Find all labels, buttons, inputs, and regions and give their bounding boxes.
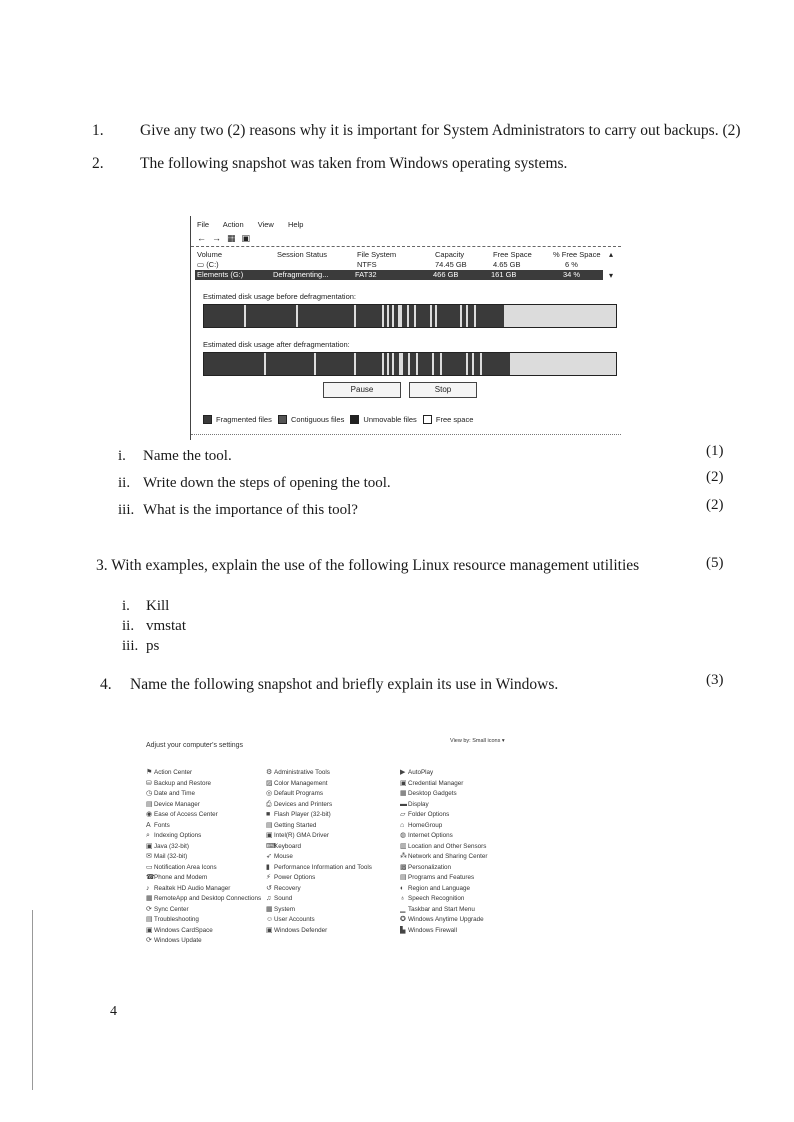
cp-item[interactable]: ⚡ Power Options: [266, 873, 401, 884]
cp-item[interactable]: ▭Notification Area Icons: [146, 863, 281, 874]
folder-icon: ▱: [400, 811, 406, 818]
cp-item[interactable]: ▤Programs and Features: [400, 873, 535, 884]
cp-item[interactable]: ⚑ Action Center: [146, 768, 281, 779]
homegroup-icon: ⌂: [400, 821, 405, 829]
cp-item[interactable]: ⛁ Backup and Restore: [146, 779, 281, 790]
cp-item[interactable]: ▙ Windows Firewall: [400, 926, 535, 937]
q3-item3-text: ps: [146, 638, 160, 654]
q4-text: Name the following snapshot and briefly explain its use in Windows.: [130, 676, 559, 693]
troubleshoot-icon: ▤: [146, 916, 153, 923]
microphone-icon: ♁: [400, 895, 406, 902]
menu-action[interactable]: Action: [222, 220, 244, 229]
q2-sub3-number: iii.: [118, 502, 135, 518]
drive-c-volume: ▭ (C:): [197, 260, 219, 269]
legend-unmovable: Unmovable files: [363, 414, 417, 424]
cp-item[interactable]: ◎ Default Programs: [266, 789, 401, 800]
power-icon: ⚡: [266, 874, 271, 881]
cp-item[interactable]: ◷ Date and Time: [146, 789, 281, 800]
contiguous-swatch: [278, 415, 287, 424]
cp-item[interactable]: ⚙ Administrative Tools: [266, 768, 401, 779]
q2-sub2-text: Write down the steps of opening the tool.: [143, 475, 391, 491]
cp-item[interactable]: ✪ Windows Anytime Upgrade: [400, 915, 535, 926]
stop-button[interactable]: Stop: [409, 382, 477, 398]
network-icon: ⁂: [400, 853, 407, 860]
flag-icon: ⚑: [146, 769, 153, 776]
cp-item[interactable]: ▨Color Management: [266, 779, 401, 790]
q2-number: 2.: [92, 155, 104, 172]
drive-c-free: 4.65 GB: [493, 260, 521, 269]
q3-item1-text: Kill: [146, 598, 170, 614]
margin-line: [32, 910, 33, 1090]
java-icon: ▣: [146, 842, 153, 850]
remote-icon: ▦: [146, 895, 153, 902]
cp-item[interactable]: ▦System: [266, 905, 401, 916]
legend-free-space: Free space: [435, 414, 474, 424]
cp-item[interactable]: ▣Credential Manager: [400, 779, 535, 790]
col-session-status[interactable]: Session Status: [277, 250, 328, 259]
q2-sub3-text: What is the importance of this tool?: [143, 502, 358, 518]
toolbar-divider: [191, 246, 621, 247]
cp-item[interactable]: ◉ Ease of Access Center: [146, 810, 281, 821]
drive-g-status: Defragmenting...: [273, 270, 329, 279]
sync-icon: ⟳: [146, 905, 152, 913]
system-icon: ▦: [266, 905, 273, 913]
drive-c-pct: 6 %: [565, 260, 578, 269]
fonts-icon: A: [146, 821, 151, 829]
q1-number: 1.: [92, 122, 104, 139]
taskbar-icon: ▁: [400, 905, 406, 913]
mouse-icon: ➶: [266, 853, 272, 860]
q2-sub2-number: ii.: [118, 475, 131, 491]
cp-item[interactable]: ⌨Keyboard: [266, 842, 401, 853]
mail-icon: ✉: [146, 853, 152, 860]
cp-item[interactable]: ♫ Sound: [266, 894, 401, 905]
cp-item[interactable]: ▁ Taskbar and Start Menu: [400, 905, 535, 916]
cp-item[interactable]: ■ Flash Player (32-bit): [266, 810, 401, 821]
default-programs-icon: ◎: [266, 790, 273, 797]
cp-item[interactable]: ⎙ Devices and Printers: [266, 800, 401, 811]
unmovable-swatch: [350, 415, 359, 424]
toolbar: [197, 233, 256, 244]
admin-tools-icon: ⚙: [266, 769, 273, 776]
free-space-swatch: [423, 415, 432, 424]
region-icon: ◐: [400, 884, 405, 892]
driver-icon: ▣: [266, 832, 273, 839]
credential-icon: ▣: [400, 779, 407, 787]
back-arrow-icon[interactable]: ←: [197, 233, 212, 243]
defrag-menu-bar: [197, 220, 315, 229]
snapshot-bottom-edge: [191, 434, 621, 435]
indexing-icon: ⌕: [146, 832, 150, 839]
defender-icon: ▣: [266, 926, 273, 934]
internet-icon: ◍: [400, 832, 407, 839]
accessibility-icon: ◉: [146, 811, 153, 818]
q3-item2-number: ii.: [122, 618, 135, 634]
q2-text: The following snapshot was taken from Windows operating systems.: [140, 155, 568, 172]
drive-g-capacity: 466 GB: [433, 270, 459, 279]
firewall-icon: ▙: [400, 926, 406, 934]
cp-item[interactable]: ▥Location and Other Sensors: [400, 842, 535, 853]
display-icon: ▬: [400, 800, 407, 808]
col-file-system[interactable]: File System: [357, 250, 397, 259]
printer-icon: ⎙: [266, 800, 272, 808]
gadgets-icon: ▦: [400, 790, 407, 797]
menu-file[interactable]: File: [197, 220, 210, 229]
control-panel-col-1: [146, 768, 281, 947]
cp-item[interactable]: ⁂Network and Sharing Center: [400, 852, 535, 863]
upgrade-icon: ✪: [400, 916, 406, 923]
drive-g-free: 161 GB: [491, 270, 517, 279]
getting-started-icon: ▤: [266, 821, 273, 829]
cp-item[interactable]: ➶ Mouse: [266, 852, 401, 863]
drive-c-capacity: 74.45 GB: [435, 260, 467, 269]
cp-item[interactable]: ▤Troubleshooting: [146, 915, 281, 926]
cp-item[interactable]: ▬Display: [400, 800, 535, 811]
drive-c-fs: NTFS: [357, 260, 377, 269]
drive-icon: ▭: [197, 260, 205, 269]
flash-icon: ■: [266, 811, 271, 818]
cp-item[interactable]: ✉ Mail (32-bit): [146, 852, 281, 863]
clock-icon: ◷: [146, 790, 153, 797]
before-label: Estimated disk usage before defragmentation:: [203, 292, 357, 301]
volume-row-c[interactable]: [197, 260, 617, 270]
cp-item[interactable]: ♁ Speech Recognition: [400, 894, 535, 905]
volume-row-selected[interactable]: [195, 270, 603, 280]
view-by-selector[interactable]: View by: Small icons ▾: [450, 738, 505, 744]
page-number: 4: [110, 1004, 117, 1019]
q3-item3-number: iii.: [122, 638, 139, 654]
control-panel-col-3: [400, 768, 535, 936]
q3-item1-number: i.: [122, 598, 130, 614]
cp-item[interactable]: ⌂ HomeGroup: [400, 821, 535, 832]
legend-fragmented: Fragmented files: [216, 414, 272, 424]
volume-list-header: [197, 250, 617, 260]
drive-g-volume: Elements (G:): [197, 270, 244, 279]
cp-item[interactable]: ▩Personalization: [400, 863, 535, 874]
cp-item[interactable]: ☺User Accounts: [266, 915, 401, 926]
defrag-legend: [203, 414, 533, 426]
q2-sub1-mark: (1): [706, 443, 724, 459]
cp-item[interactable]: ▣Intel(R) GMA Driver: [266, 831, 401, 842]
recovery-icon: ↺: [266, 884, 272, 892]
cp-item[interactable]: ◐ Region and Language: [400, 884, 535, 895]
autoplay-icon: ▶: [400, 769, 406, 776]
scroll-up-icon[interactable]: ▴: [609, 250, 614, 259]
col-pct-free-space[interactable]: % Free Space: [553, 250, 601, 259]
q2-sub2-mark: (2): [706, 469, 724, 485]
menu-view[interactable]: View: [257, 220, 274, 229]
update-icon: ⟳: [146, 937, 152, 944]
control-panel-col-2: [266, 768, 401, 936]
cp-item[interactable]: ◍ Internet Options: [400, 831, 535, 842]
cp-item[interactable]: ↺ Recovery: [266, 884, 401, 895]
cp-item[interactable]: ▦RemoteApp and Desktop Connections: [146, 894, 281, 905]
cp-item[interactable]: ▣Windows CardSpace: [146, 926, 281, 937]
q4-number: 4.: [100, 676, 112, 693]
cp-item[interactable]: ▱ Folder Options: [400, 810, 535, 821]
sensor-icon: ▥: [400, 842, 407, 850]
cp-item[interactable]: ♪ Realtek HD Audio Manager: [146, 884, 281, 895]
q2-sub1-text: Name the tool.: [143, 448, 232, 464]
q3-mark: (5): [706, 555, 724, 571]
color-icon: ▨: [266, 779, 273, 787]
col-volume[interactable]: Volume: [197, 250, 223, 259]
cp-item[interactable]: ▮ Performance Information and Tools: [266, 863, 401, 874]
device-icon: ▤: [146, 800, 153, 808]
q1-text: Give any two (2) reasons why it is important for System Administrators to carry out backups. (2): [140, 122, 741, 139]
control-panel-title: Adjust your computer's settings: [146, 742, 244, 749]
cp-item[interactable]: ▶ AutoPlay: [400, 768, 535, 779]
q3-text: 3. With examples, explain the use of the following Linux resource management utilities: [96, 557, 640, 574]
q3-item2-text: vmstat: [146, 618, 186, 634]
chevron-down-icon[interactable]: ▾: [609, 271, 614, 280]
q2-sub3-mark: (2): [706, 497, 724, 513]
cp-item[interactable]: ⟳ Windows Update: [146, 936, 281, 947]
forward-arrow-icon[interactable]: →: [212, 233, 227, 243]
grid-view-icon[interactable]: ▦: [227, 233, 242, 243]
control-panel-snapshot: [142, 738, 542, 948]
phone-icon: ☎: [146, 874, 155, 881]
drive-g-fs: FAT32: [355, 270, 377, 279]
performance-icon: ▮: [266, 863, 270, 871]
keyboard-icon: ⌨: [266, 842, 277, 850]
defrag-snapshot: [190, 216, 621, 440]
col-capacity[interactable]: Capacity: [435, 250, 465, 259]
q4-mark: (3): [706, 672, 724, 688]
cp-item[interactable]: ☎Phone and Modem: [146, 873, 281, 884]
properties-icon[interactable]: ▣: [241, 233, 257, 243]
after-label: Estimated disk usage after defragmentation:: [203, 340, 350, 349]
cp-item[interactable]: ▦Desktop Gadgets: [400, 789, 535, 800]
cp-item[interactable]: ⟳ Sync Center: [146, 905, 281, 916]
cp-item[interactable]: A Fonts: [146, 821, 281, 832]
disk-usage-before-bar: [203, 304, 617, 328]
cp-item[interactable]: ⌕ Indexing Options: [146, 831, 281, 842]
audio-icon: ♪: [146, 884, 150, 892]
cp-item[interactable]: ▤Getting Started: [266, 821, 401, 832]
cp-item[interactable]: ▤Device Manager: [146, 800, 281, 811]
drive-g-pct: 34 %: [563, 270, 581, 279]
q2-sub1-number: i.: [118, 448, 126, 464]
sound-icon: ♫: [266, 895, 272, 902]
fragmented-swatch: [203, 415, 212, 424]
backup-icon: ⛁: [146, 779, 152, 787]
disk-usage-after-bar: [203, 352, 617, 376]
notification-icon: ▭: [146, 863, 153, 871]
users-icon: ☺: [266, 916, 274, 923]
personalization-icon: ▩: [400, 863, 407, 871]
pause-button[interactable]: Pause: [323, 382, 401, 398]
menu-help[interactable]: Help: [287, 220, 304, 229]
programs-icon: ▤: [400, 874, 407, 881]
col-free-space[interactable]: Free Space: [493, 250, 532, 259]
cardspace-icon: ▣: [146, 926, 153, 934]
cp-item[interactable]: ▣Java (32-bit): [146, 842, 281, 853]
cp-item[interactable]: ▣Windows Defender: [266, 926, 401, 937]
legend-contiguous: Contiguous files: [290, 414, 345, 424]
